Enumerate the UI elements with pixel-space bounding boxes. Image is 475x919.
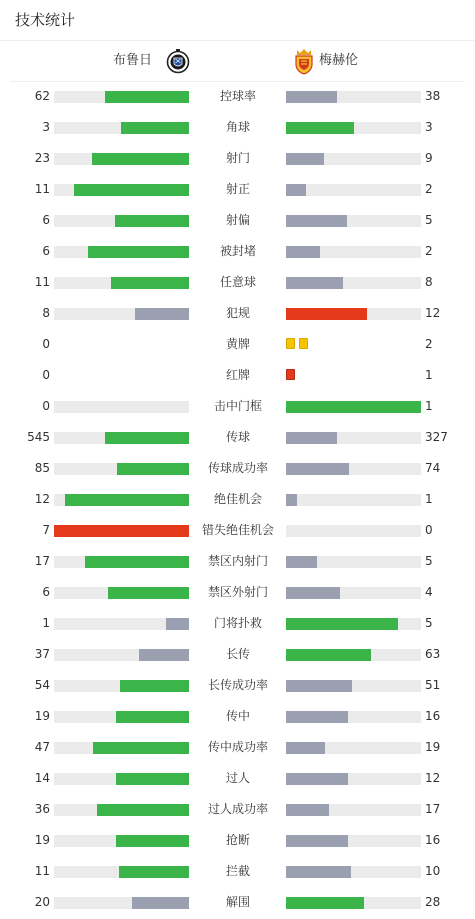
home-bar-fill <box>117 463 189 475</box>
home-value: 54 <box>34 678 50 692</box>
away-value: 63 <box>425 647 441 661</box>
home-bar-fill <box>116 835 189 847</box>
away-bar-track <box>286 401 421 413</box>
stat-row <box>0 81 475 112</box>
stat-row <box>0 484 475 515</box>
stat-row <box>0 546 475 577</box>
home-value: 6 <box>42 213 50 227</box>
away-bar-fill <box>286 680 352 692</box>
away-bar-fill <box>286 91 337 103</box>
home-value: 17 <box>34 554 50 568</box>
home-value: 62 <box>34 89 50 103</box>
home-bar-track <box>54 308 189 320</box>
away-value: 9 <box>425 151 433 165</box>
stat-label: 错失绝佳机会 <box>201 523 274 537</box>
stat-row <box>0 174 475 205</box>
stat-row <box>0 732 475 763</box>
away-bar-fill <box>286 742 325 754</box>
stat-row <box>0 329 475 360</box>
stat-label: 传球成功率 <box>207 461 268 475</box>
stat-label: 长传成功率 <box>207 678 268 692</box>
home-value: 8 <box>42 306 50 320</box>
stat-label: 拦截 <box>225 864 250 878</box>
away-value: 2 <box>425 244 433 258</box>
away-value: 5 <box>425 616 433 630</box>
stat-label: 射正 <box>225 182 250 196</box>
stat-label: 门将扑救 <box>213 616 262 630</box>
home-value: 23 <box>34 151 50 165</box>
stat-label: 射偏 <box>225 213 250 227</box>
stat-row <box>0 267 475 298</box>
home-bar-fill <box>119 866 189 878</box>
home-value: 19 <box>34 709 50 723</box>
home-value: 0 <box>42 399 50 413</box>
stat-label: 绝佳机会 <box>213 492 262 506</box>
away-value: 5 <box>425 554 433 568</box>
stat-label: 过人 <box>225 771 250 785</box>
away-bar-fill <box>286 463 349 475</box>
away-bar-track <box>286 804 421 816</box>
home-bar-fill <box>105 91 189 103</box>
home-bar-track <box>54 835 189 847</box>
stat-label: 击中门框 <box>213 399 262 413</box>
home-value: 0 <box>42 337 50 351</box>
away-bar-fill <box>286 587 340 599</box>
away-bar-track <box>286 649 421 661</box>
home-bar-track <box>54 897 189 909</box>
home-bar-track <box>54 711 189 723</box>
home-value: 7 <box>42 523 50 537</box>
stat-label: 红牌 <box>225 368 250 382</box>
home-bar-fill <box>116 711 189 723</box>
stat-row <box>0 205 475 236</box>
stat-label: 禁区内射门 <box>207 554 268 568</box>
away-bar-fill <box>286 308 367 320</box>
away-bar-track <box>286 866 421 878</box>
home-value: 19 <box>34 833 50 847</box>
away-value: 19 <box>425 740 441 754</box>
home-value: 85 <box>34 461 50 475</box>
away-bar-track <box>286 246 421 258</box>
home-bar-track <box>54 649 189 661</box>
stat-row <box>0 639 475 670</box>
away-bar-fill <box>286 215 347 227</box>
home-bar-track <box>54 804 189 816</box>
stat-row <box>0 515 475 546</box>
away-bar-track <box>286 680 421 692</box>
away-bar-track <box>286 587 421 599</box>
away-value: 3 <box>425 120 433 134</box>
away-bar-fill <box>286 432 337 444</box>
away-bar-fill <box>286 122 354 134</box>
home-bar-fill <box>97 804 189 816</box>
home-bar-track <box>54 525 189 537</box>
home-bar-track <box>54 432 189 444</box>
away-bar-track <box>286 494 421 506</box>
stat-row <box>0 360 475 391</box>
home-bar-track <box>54 680 189 692</box>
away-value: 1 <box>425 368 433 382</box>
stat-row <box>0 143 475 174</box>
stat-row <box>0 577 475 608</box>
away-value: 16 <box>425 709 441 723</box>
stats-list <box>0 81 475 918</box>
home-bar-track <box>54 773 189 785</box>
home-bar-fill <box>85 556 189 568</box>
stat-row <box>0 887 475 918</box>
away-value: 1 <box>425 399 433 413</box>
stat-label: 犯规 <box>225 306 250 320</box>
home-value: 1 <box>42 616 50 630</box>
stat-row <box>0 608 475 639</box>
stat-label: 过人成功率 <box>207 802 268 816</box>
home-bar-track <box>54 246 189 258</box>
away-bar-fill <box>286 835 348 847</box>
home-value: 12 <box>34 492 50 506</box>
yellow-card-icon <box>286 338 295 349</box>
away-bar-fill <box>286 804 329 816</box>
home-bar-track <box>54 401 189 413</box>
stat-label: 被封堵 <box>219 244 256 258</box>
away-value: 38 <box>425 89 441 103</box>
home-bar-fill <box>139 649 189 661</box>
home-value: 11 <box>34 275 50 289</box>
stat-label: 禁区外射门 <box>207 585 268 599</box>
away-bar-track <box>286 153 421 165</box>
away-bar-fill <box>286 401 421 413</box>
stat-label: 解围 <box>225 895 250 909</box>
stat-label: 抢断 <box>225 833 250 847</box>
away-value: 28 <box>425 895 441 909</box>
home-value: 11 <box>34 864 50 878</box>
home-bar-fill <box>108 587 189 599</box>
home-value: 36 <box>34 802 50 816</box>
home-value: 3 <box>42 120 50 134</box>
away-bar-track <box>286 463 421 475</box>
stat-row <box>0 856 475 887</box>
yellow-card-icon <box>299 338 308 349</box>
home-bar-track <box>54 184 189 196</box>
home-bar-track <box>54 215 189 227</box>
away-value: 12 <box>425 306 441 320</box>
red-card-icon <box>286 369 295 380</box>
home-bar-fill <box>111 277 189 289</box>
stat-row <box>0 763 475 794</box>
away-bar-track <box>286 215 421 227</box>
away-team-name: 梅赫伦 <box>319 53 359 68</box>
away-bar-fill <box>286 897 364 909</box>
away-bar-track <box>286 618 421 630</box>
stat-row <box>0 298 475 329</box>
home-team-logo-icon <box>166 48 190 74</box>
home-value: 11 <box>34 182 50 196</box>
away-bar-fill <box>286 277 343 289</box>
home-bar-track <box>54 91 189 103</box>
away-bar-track <box>286 184 421 196</box>
away-value: 12 <box>425 771 441 785</box>
away-bar-track <box>286 122 421 134</box>
away-bar-track <box>286 556 421 568</box>
away-bar-track <box>286 91 421 103</box>
stat-label: 控球率 <box>219 89 256 103</box>
away-bar-track <box>286 773 421 785</box>
away-value: 8 <box>425 275 433 289</box>
page-title: 技术统计 <box>15 11 76 29</box>
home-bar-track <box>54 122 189 134</box>
stat-row <box>0 453 475 484</box>
away-value: 1 <box>425 492 433 506</box>
away-bar-track <box>286 277 421 289</box>
home-bar-fill <box>115 215 189 227</box>
stat-row <box>0 701 475 732</box>
away-value: 2 <box>425 182 433 196</box>
away-value: 2 <box>425 337 433 351</box>
stat-label: 传中 <box>225 709 250 723</box>
home-value: 47 <box>34 740 50 754</box>
stat-row <box>0 825 475 856</box>
home-value: 0 <box>42 368 50 382</box>
stat-row <box>0 112 475 143</box>
away-bar-track <box>286 742 421 754</box>
stat-row <box>0 236 475 267</box>
stat-row <box>0 670 475 701</box>
stat-label: 射门 <box>225 151 250 165</box>
away-bar-track <box>286 432 421 444</box>
home-bar-fill <box>132 897 189 909</box>
home-bar-track <box>54 618 189 630</box>
away-bar-fill <box>286 184 306 196</box>
stat-label: 黄牌 <box>225 337 250 351</box>
away-cards <box>286 369 295 382</box>
away-bar-fill <box>286 153 324 165</box>
stat-row <box>0 391 475 422</box>
stat-row <box>0 422 475 453</box>
away-bar-fill <box>286 711 348 723</box>
away-bar-fill <box>286 246 320 258</box>
away-bar-fill <box>286 494 297 506</box>
away-bar-fill <box>286 618 398 630</box>
home-bar-track <box>54 494 189 506</box>
home-bar-fill <box>54 525 189 537</box>
home-bar-fill <box>105 432 189 444</box>
away-bar-track <box>286 835 421 847</box>
home-bar-fill <box>116 773 189 785</box>
home-bar-track <box>54 277 189 289</box>
home-bar-track <box>54 866 189 878</box>
stat-label: 传中成功率 <box>207 740 268 754</box>
stat-row <box>0 794 475 825</box>
stat-label: 传球 <box>225 430 250 444</box>
away-value: 51 <box>425 678 441 692</box>
away-value: 327 <box>425 430 448 444</box>
home-bar-track <box>54 153 189 165</box>
away-bar-fill <box>286 649 371 661</box>
home-value: 545 <box>27 430 50 444</box>
home-bar-fill <box>88 246 189 258</box>
home-bar-fill <box>93 742 189 754</box>
home-bar-fill <box>120 680 189 692</box>
home-value: 6 <box>42 585 50 599</box>
away-bar-fill <box>286 556 317 568</box>
home-bar-track <box>54 463 189 475</box>
away-value: 74 <box>425 461 441 475</box>
home-value: 6 <box>42 244 50 258</box>
away-bar-track <box>286 711 421 723</box>
home-value: 37 <box>34 647 50 661</box>
stat-label: 角球 <box>225 120 250 134</box>
teams-header <box>10 41 465 82</box>
away-bar-track <box>286 897 421 909</box>
away-bar-track <box>286 308 421 320</box>
away-bar-fill <box>286 773 348 785</box>
home-bar-fill <box>65 494 189 506</box>
away-value: 17 <box>425 802 441 816</box>
away-value: 0 <box>425 523 433 537</box>
away-value: 10 <box>425 864 441 878</box>
away-value: 16 <box>425 833 441 847</box>
home-bar-fill <box>74 184 189 196</box>
home-bar-track <box>54 742 189 754</box>
away-value: 5 <box>425 213 433 227</box>
away-cards <box>286 338 308 351</box>
away-value: 4 <box>425 585 433 599</box>
away-bar-track <box>286 525 421 537</box>
stat-label: 长传 <box>225 647 250 661</box>
home-value: 14 <box>34 771 50 785</box>
stat-label: 任意球 <box>219 275 256 289</box>
away-team-logo-icon <box>293 47 315 75</box>
home-bar-track <box>54 556 189 568</box>
home-bar-fill <box>121 122 189 134</box>
home-value: 20 <box>34 895 50 909</box>
home-bar-fill <box>166 618 189 630</box>
away-bar-fill <box>286 866 351 878</box>
home-bar-fill <box>92 153 189 165</box>
home-bar-track <box>54 587 189 599</box>
home-bar-fill <box>135 308 189 320</box>
home-team-name: 布鲁日 <box>112 53 152 68</box>
